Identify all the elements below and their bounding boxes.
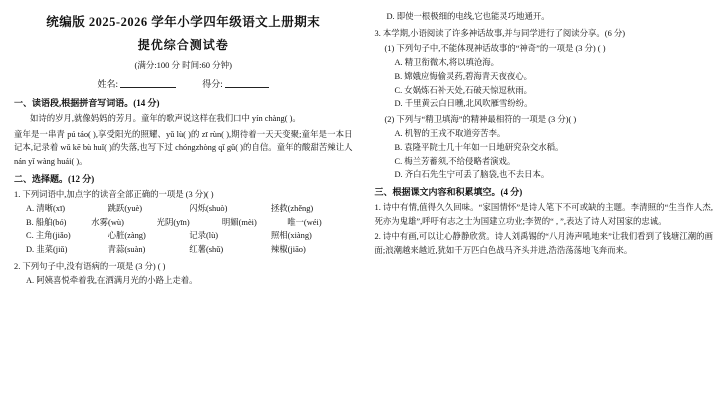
option-d-4[interactable]: 辣椒(jiāo)	[270, 244, 306, 254]
option-a[interactable]: A. 精卫衔微木,将以填沧海。	[394, 58, 499, 68]
option-d-3[interactable]: 红薯(shǔ)	[189, 244, 224, 254]
option-a-2[interactable]: 跳跃(yuè)	[107, 204, 143, 214]
question-2-2: 2. 下列句子中,没有语病的一项是 (3 分) ( )	[14, 261, 166, 271]
name-field-group	[97, 77, 176, 90]
name-label: 姓名:	[97, 79, 118, 89]
section-1-heading: 一、读语段,根据拼音写词语。(14 分)	[14, 98, 160, 108]
question-2-1: 1. 下列词语中,加点字的读音全部正确的一项是 (3 分)( )	[14, 189, 214, 199]
option-a-4[interactable]: 拯救(zhěng)	[270, 204, 314, 214]
option-row-c	[26, 229, 353, 243]
option-d[interactable]: D. 齐白石先生宁可丢了脑袋,也不去日本。	[394, 170, 550, 180]
option-c-1[interactable]: C. 主角(jiǎo)	[26, 231, 71, 241]
option-d[interactable]: D. 千里黄云白日曛,北风吹雁雪纷纷。	[394, 99, 533, 109]
option-row-a	[26, 202, 353, 216]
section-3-item-2: 2. 诗中有画,可以让心静静欣赏。诗人刘禹锡的“八月涛声吼地来”让我们看到了钱塘江潮的画面;浪潮越来越近,犹如千万匹白色战马齐头并进,浩浩荡荡地飞奔而来。	[374, 232, 713, 255]
question-2-1-options	[14, 202, 353, 256]
option-b-5[interactable]: 唯一(wéi)	[287, 217, 322, 227]
score-input-line[interactable]	[225, 78, 269, 88]
question-3-1: (1) 下列句子中,不能体现神话故事的“神奇”的一项是 (3 分) ( )	[384, 44, 606, 54]
option-row-b	[26, 216, 353, 230]
option-c-3[interactable]: 记录(lù)	[189, 231, 219, 241]
right-column	[371, 10, 714, 411]
score-field-group	[202, 77, 269, 90]
exam-meta: (满分:100 分 时间:60 分钟)	[134, 60, 232, 70]
option-d-1[interactable]: D. 韭菜(jiǔ)	[26, 244, 68, 254]
option-c-4[interactable]: 照相(xiàng)	[270, 231, 312, 241]
question-3-heading: 3. 本学期,小语阅读了许多神话故事,并与同学进行了阅读分享。(6 分)	[374, 28, 626, 38]
section-1-paragraph-1: 如诗的岁月,就像妈妈的芳月。童年的歌声说这样在我们口中 yín chàng( )。	[30, 114, 301, 124]
option-d[interactable]: D. 即使一根极细的电线,它也能灵巧地通开。	[386, 12, 550, 21]
option-row-d	[26, 243, 353, 257]
question-2-2-option-d-continued	[375, 10, 714, 24]
option-b-4[interactable]: 明媚(mèi)	[221, 217, 257, 227]
two-column-layout	[14, 10, 713, 411]
question-3-2: (2) 下列与“精卫填海”的精神最相符的一项是 (3 分)( )	[384, 114, 577, 124]
option-c[interactable]: C. 梅兰芳蓄须,不给侵略者演戏。	[394, 156, 516, 166]
question-2-2-options	[14, 274, 353, 288]
option-d-2[interactable]: 青蒜(suàn)	[107, 244, 146, 254]
option-a[interactable]: A. 阿姨喜悦牵着我,在洒满月光的小路上走着。	[26, 276, 198, 286]
option-b-1[interactable]: B. 船舶(bó)	[26, 217, 67, 227]
section-3-item-1: 1. 诗中有情,值得久久回味。“家国情怀”是诗人笔下不可或缺的主题。李清照的“生当作人杰,死亦为鬼雄”,呼吁有志之士为国建立功业;李贺的“ , ”,表达了诗人对国家的忠诚。	[374, 202, 713, 226]
score-label: 得分:	[202, 79, 223, 89]
name-score-row	[14, 77, 353, 90]
option-b-3[interactable]: 光阴(yīn)	[156, 217, 190, 227]
option-b[interactable]: B. 嫦娥应悔偷灵药,碧海青天夜夜心。	[394, 72, 532, 82]
option-c[interactable]: C. 女娲炼石补天处,石破天惊逗秋雨。	[394, 85, 532, 95]
section-2-heading: 二、选择题。(12 分)	[14, 173, 95, 184]
section-3-heading: 三、根据课文内容和积累填空。(4 分)	[374, 186, 523, 197]
page-title: 统编版 2025-2026 学年小学四年级语文上册期末	[46, 15, 321, 29]
option-c-2[interactable]: 心脏(zàng)	[107, 231, 146, 241]
option-a-3[interactable]: 闪烁(shuò)	[189, 204, 228, 214]
option-a-1[interactable]: A. 清晰(xī)	[26, 204, 66, 214]
name-input-line[interactable]	[120, 78, 176, 88]
option-b-2[interactable]: 水雾(wù)	[91, 217, 124, 227]
option-a[interactable]: A. 机智的王戎不取道旁苦李。	[394, 129, 506, 139]
page-subtitle: 提优综合测试卷	[137, 38, 229, 52]
section-1-paragraph-2: 童年是一串青 pú táo( ),享受阳光的照耀、yǔ lù( )的 zī rùn( ),期待着一天天变聚;童年是一本日记本,记录着 wǔ kē bù huǐ( )的失落,也写下过 chóngzhòng qǐ gǔ( )的自信。童年的酸甜苦辣让人 nán yǐ wàng huái( )。	[14, 129, 353, 166]
question-3-1-options	[375, 56, 714, 110]
left-column	[14, 10, 357, 411]
option-b[interactable]: B. 袁隆平院士几十年如一日地研究杂交水稻。	[394, 142, 564, 152]
question-3-2-options	[375, 127, 714, 181]
